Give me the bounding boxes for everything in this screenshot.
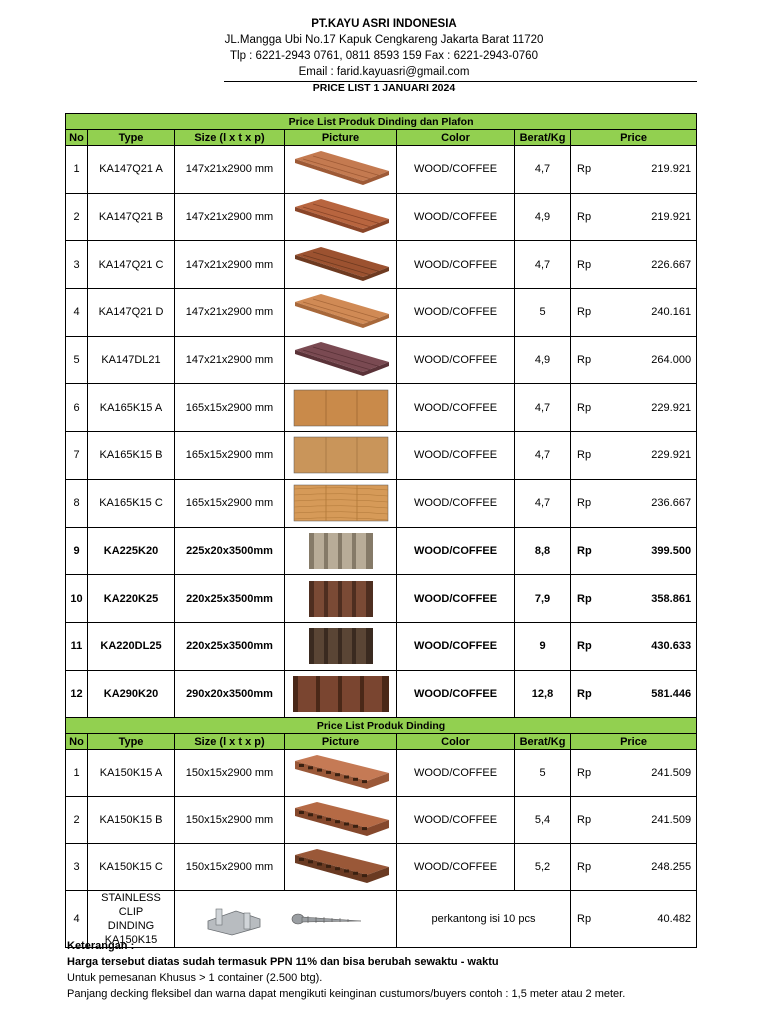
section-banner-wall (66, 718, 697, 734)
notes-line-3: Panjang decking fleksibel dan warna dapat mengikuti keinginan custumors/buyers contoh : 1,5 meter atau 2 meter. (67, 988, 626, 1000)
cell-price: 240.161 (609, 289, 697, 337)
cell-no: 9 (66, 527, 88, 575)
cell-currency: Rp (571, 193, 609, 241)
cell-color: WOOD/COFFEE (397, 289, 515, 337)
cell-picture (285, 384, 397, 432)
cell-size: 165x15x2900 mm (175, 432, 285, 480)
cell-picture (285, 336, 397, 384)
cell-no: 2 (66, 193, 88, 241)
cell-picture (285, 797, 397, 844)
cell-weight: 5 (515, 289, 571, 337)
cell-color: WOOD/COFFEE (397, 336, 515, 384)
col-price-header: Price (571, 734, 697, 750)
cell-no: 4 (66, 891, 88, 948)
cell-size: 150x15x2900 mm (175, 844, 285, 891)
cell-weight: 7,9 (515, 575, 571, 623)
cell-price: 40.482 (609, 891, 697, 948)
cell-price: 264.000 (609, 336, 697, 384)
cell-currency: Rp (571, 750, 609, 797)
cell-type: KA147Q21 A (88, 146, 175, 194)
cell-picture (285, 750, 397, 797)
cell-size: 147x21x2900 mm (175, 241, 285, 289)
table-row (66, 241, 697, 289)
cell-size: 220x25x3500mm (175, 575, 285, 623)
cell-no: 11 (66, 622, 88, 670)
cell-currency: Rp (571, 575, 609, 623)
company-name: PT.KAYU ASRI INDONESIA (311, 18, 457, 30)
cell-no: 8 (66, 479, 88, 527)
cell-color: WOOD/COFFEE (397, 241, 515, 289)
col-picture-header: Picture (285, 130, 397, 146)
cell-size: 220x25x3500mm (175, 622, 285, 670)
cell-type: KA220K25 (88, 575, 175, 623)
hollow-panel-light-icon (291, 753, 391, 793)
clip-type-line-1: STAINLESS CLIP (101, 892, 161, 919)
cell-weight: 4,7 (515, 241, 571, 289)
cell-no: 1 (66, 146, 88, 194)
section-banner-wall-title: Price List Produk Dinding (66, 718, 697, 734)
table-row (66, 193, 697, 241)
col-size-header: Size (l x t x p) (175, 734, 285, 750)
company-phone: Tlp : 6221-2943 0761, 0811 8593 159 Fax : 6221-2943-0760 (230, 50, 538, 62)
section-1-header (66, 130, 697, 146)
cell-picture (285, 670, 397, 718)
cell-picture (285, 289, 397, 337)
cell-price: 581.446 (609, 670, 697, 718)
flat-panel-orange-icon (291, 388, 391, 428)
notes-line-1: Harga tersebut diatas sudah termasuk PPN 11% dan bisa berubah sewaktu - waktu (67, 956, 499, 968)
cell-color: WOOD/COFFEE (397, 670, 515, 718)
cell-picture (285, 622, 397, 670)
cell-picture (285, 527, 397, 575)
table-row (66, 146, 697, 194)
cell-price: 236.667 (609, 479, 697, 527)
cell-type: KA165K15 A (88, 384, 175, 432)
cell-currency: Rp (571, 384, 609, 432)
cell-color: WOOD/COFFEE (397, 432, 515, 480)
table-row (66, 384, 697, 432)
cell-currency: Rp (571, 146, 609, 194)
cell-weight: 4,9 (515, 193, 571, 241)
cell-size: 165x15x2900 mm (175, 384, 285, 432)
stainless-clip-and-screw-icon (186, 899, 386, 939)
cell-size: 165x15x2900 mm (175, 479, 285, 527)
col-color-header: Color (397, 130, 515, 146)
cell-color: WOOD/COFFEE (397, 193, 515, 241)
cell-size: 147x21x2900 mm (175, 336, 285, 384)
table-row (66, 432, 697, 480)
cell-picture (285, 844, 397, 891)
cell-color: WOOD/COFFEE (397, 750, 515, 797)
cell-type: KA165K15 B (88, 432, 175, 480)
cell-price: 219.921 (609, 146, 697, 194)
cell-price: 229.921 (609, 384, 697, 432)
table-row (66, 575, 697, 623)
cell-color: WOOD/COFFEE (397, 575, 515, 623)
cell-picture (285, 241, 397, 289)
cell-type: KA147Q21 D (88, 289, 175, 337)
table-row (66, 750, 697, 797)
cell-size: 147x21x2900 mm (175, 289, 285, 337)
hollow-panel-brown-icon (291, 800, 391, 840)
col-price-header: Price (571, 130, 697, 146)
cell-color: WOOD/COFFEE (397, 797, 515, 844)
col-no-header: No (66, 734, 88, 750)
cell-weight: 8,8 (515, 527, 571, 575)
cell-price: 430.633 (609, 622, 697, 670)
col-picture-header: Picture (285, 734, 397, 750)
cell-description: perkantong isi 10 pcs (397, 891, 571, 948)
cell-no: 12 (66, 670, 88, 718)
cell-type: KA150K15 B (88, 797, 175, 844)
col-type-header: Type (88, 130, 175, 146)
table-row (66, 844, 697, 891)
cell-price: 219.921 (609, 193, 697, 241)
table-row (66, 670, 697, 718)
cell-currency: Rp (571, 241, 609, 289)
company-address: JL.Mangga Ubi No.17 Kapuk Cengkareng Jakarta Barat 11720 (224, 34, 544, 46)
cell-weight: 4,7 (515, 479, 571, 527)
cell-size: 290x20x3500mm (175, 670, 285, 718)
cell-color: WOOD/COFFEE (397, 527, 515, 575)
cell-currency: Rp (571, 289, 609, 337)
cell-color: WOOD/COFFEE (397, 384, 515, 432)
fluted-panel-wide-brown-icon (291, 674, 391, 714)
section-banner-wall-ceiling-title: Price List Produk Dinding dan Plafon (66, 114, 697, 130)
cell-currency: Rp (571, 336, 609, 384)
fluted-panel-grey-icon (291, 531, 391, 571)
cell-weight: 4,7 (515, 384, 571, 432)
col-color-header: Color (397, 734, 515, 750)
col-no-header: No (66, 130, 88, 146)
cell-currency: Rp (571, 527, 609, 575)
flat-panel-woodgrain-icon (291, 483, 391, 523)
cell-type: KA290K20 (88, 670, 175, 718)
cell-price: 241.509 (609, 797, 697, 844)
cell-price: 399.500 (609, 527, 697, 575)
cell-size: 147x21x2900 mm (175, 146, 285, 194)
cell-color: WOOD/COFFEE (397, 479, 515, 527)
cell-color: WOOD/COFFEE (397, 622, 515, 670)
cell-currency: Rp (571, 622, 609, 670)
table-row (66, 289, 697, 337)
notes-line-2: Untuk pemesanan Khusus > 1 container (2.500 btg). (67, 972, 323, 984)
letterhead (0, 16, 768, 95)
cell-price: 248.255 (609, 844, 697, 891)
cell-weight: 5,2 (515, 844, 571, 891)
table-row (66, 797, 697, 844)
wall-panel-purple-brown-icon (291, 340, 391, 380)
cell-no: 3 (66, 844, 88, 891)
table-row (66, 622, 697, 670)
cell-size: 150x15x2900 mm (175, 797, 285, 844)
fluted-panel-brown-icon (291, 579, 391, 619)
cell-picture (285, 575, 397, 623)
cell-type: KA147Q21 C (88, 241, 175, 289)
hollow-panel-dark-icon (291, 847, 391, 887)
cell-picture (285, 432, 397, 480)
cell-type: KA147Q21 B (88, 193, 175, 241)
cell-weight: 4,7 (515, 432, 571, 480)
cell-no: 2 (66, 797, 88, 844)
price-table (65, 113, 697, 948)
cell-no: 7 (66, 432, 88, 480)
flat-panel-tan-icon (291, 435, 391, 475)
wall-panel-tan-icon (291, 292, 391, 332)
cell-no: 3 (66, 241, 88, 289)
cell-price: 229.921 (609, 432, 697, 480)
fluted-panel-dark-icon (291, 626, 391, 666)
cell-type: KA150K15 A (88, 750, 175, 797)
cell-size: 147x21x2900 mm (175, 193, 285, 241)
cell-currency: Rp (571, 479, 609, 527)
cell-color: WOOD/COFFEE (397, 844, 515, 891)
col-type-header: Type (88, 734, 175, 750)
section-2-header (66, 734, 697, 750)
cell-size: 225x20x3500mm (175, 527, 285, 575)
cell-price: 358.861 (609, 575, 697, 623)
cell-size: 150x15x2900 mm (175, 750, 285, 797)
col-weight-header: Berat/Kg (515, 130, 571, 146)
cell-weight: 4,7 (515, 146, 571, 194)
wall-panel-grooved-brown-icon (291, 197, 391, 237)
cell-color: WOOD/COFFEE (397, 146, 515, 194)
table-row (66, 479, 697, 527)
cell-picture (285, 479, 397, 527)
table-row (66, 336, 697, 384)
table-row (66, 527, 697, 575)
cell-type: KA220DL25 (88, 622, 175, 670)
section-banner-wall-ceiling (66, 114, 697, 130)
cell-no: 1 (66, 750, 88, 797)
cell-currency: Rp (571, 432, 609, 480)
header-rule (224, 81, 697, 82)
cell-currency: Rp (571, 891, 609, 948)
cell-type: KA165K15 C (88, 479, 175, 527)
cell-picture (285, 146, 397, 194)
wall-panel-dark-brown-icon (291, 245, 391, 285)
cell-currency: Rp (571, 670, 609, 718)
cell-type: KA147DL21 (88, 336, 175, 384)
cell-weight: 5,4 (515, 797, 571, 844)
cell-picture (285, 193, 397, 241)
cell-weight: 4,9 (515, 336, 571, 384)
cell-price: 241.509 (609, 750, 697, 797)
cell-price: 226.667 (609, 241, 697, 289)
price-list-title: PRICE LIST 1 JANUARI 2024 (312, 82, 456, 94)
notes (67, 938, 625, 1002)
cell-no: 4 (66, 289, 88, 337)
col-size-header: Size (l x t x p) (175, 130, 285, 146)
cell-weight: 5 (515, 750, 571, 797)
cell-weight: 12,8 (515, 670, 571, 718)
cell-weight: 9 (515, 622, 571, 670)
col-weight-header: Berat/Kg (515, 734, 571, 750)
cell-type: KA225K20 (88, 527, 175, 575)
wall-panel-light-brown-icon (291, 149, 391, 189)
company-email: Email : farid.kayuasri@gmail.com (298, 66, 470, 78)
clip-type-line-2: DINDING (107, 920, 155, 933)
cell-type: KA150K15 C (88, 844, 175, 891)
cell-currency: Rp (571, 844, 609, 891)
cell-currency: Rp (571, 797, 609, 844)
cell-no: 5 (66, 336, 88, 384)
clip-type-line-3: KA150K15 (104, 934, 158, 947)
cell-no: 10 (66, 575, 88, 623)
notes-heading: Keterangan : (67, 940, 135, 952)
cell-no: 6 (66, 384, 88, 432)
